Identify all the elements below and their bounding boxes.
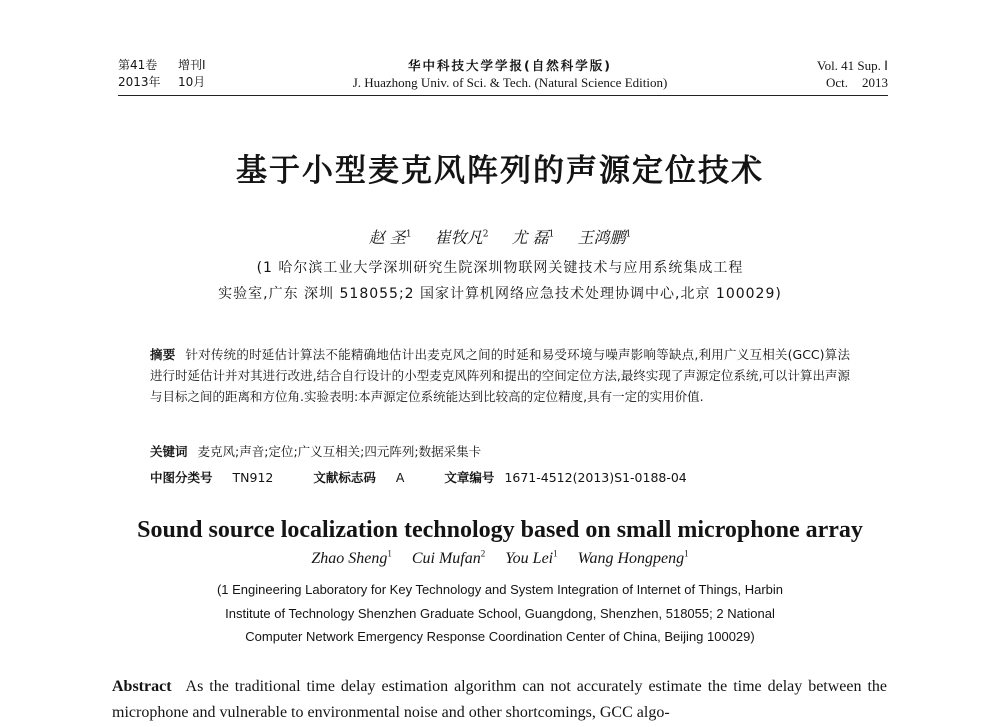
journal-name-en: J. Huazhong Univ. of Sci. & Tech. (Natural Science Edition) <box>352 75 668 90</box>
affiliation-en-line1: (1 Engineering Laboratory for Key Technology and System Integration of Internet of Things, Harbin <box>216 582 784 597</box>
volume-cn: 第41卷 <box>118 58 158 72</box>
abstract-cn-label: 摘要 <box>150 347 176 362</box>
author-en: Wang Hongpeng$^1$ <box>577 549 689 568</box>
month-cn: 10月 <box>178 75 206 89</box>
keywords-cn-label: 关键词 <box>150 444 188 459</box>
author-cn: 王鸿鹏$^1$ <box>577 228 632 247</box>
doc-code-value: A <box>395 470 405 485</box>
author-en: Zhao Sheng$^1$ <box>311 549 392 568</box>
keywords-cn-text: 麦克风;声音;定位;广义互相关;四元阵列;数据采集卡 <box>197 444 482 459</box>
author-list-cn <box>0 225 1000 248</box>
issue-cn: 增刊Ⅰ <box>178 58 206 72</box>
year-cn: 2013年 <box>118 75 161 89</box>
author-cn: 尤 磊$^1$ <box>511 228 555 247</box>
article-number-label: 文章编号 <box>444 470 495 485</box>
affiliation-cn-line1: (1 哈尔滨工业大学深圳研究生院深圳物联网关键技术与应用系统集成工程 <box>256 260 744 276</box>
year-en: 2013 <box>862 75 888 90</box>
journal-name-cn: 华中科技大学学报(自然科学版) <box>408 58 612 73</box>
abstract-en <box>112 674 887 726</box>
author-cn: 赵 圣$^1$ <box>368 228 412 247</box>
header-rule <box>118 95 888 96</box>
author-en: You Lei$^1$ <box>505 549 558 568</box>
volume-en: Vol. 41 Sup. Ⅰ <box>816 58 888 73</box>
journal-issue-en <box>817 57 888 91</box>
affiliation-cn-line2: 实验室,广东 深圳 518055;2 国家计算机网络应急技术处理协调中心,北京 100029) <box>218 286 782 302</box>
classification-line <box>150 467 850 488</box>
abstract-en-label: Abstract <box>112 678 172 695</box>
abstract-cn <box>150 344 850 407</box>
clc-value: TN912 <box>232 470 274 485</box>
author-cn: 崔牧凡$^2$ <box>434 228 489 247</box>
affiliation-en-line2: Institute of Technology Shenzhen Graduate School, Guangdong, Shenzhen, 518055; 2 National <box>225 606 775 621</box>
abstract-cn-text: 针对传统的时延估计算法不能精确地估计出麦克风之间的时延和易受环境与噪声影响等缺点,利用广义互相关(GCC)算法进行时延估计并对其进行改进,结合自行设计的小型麦克风阵列和提出的空间定位方法,最终实现了声源定位系统,可以计算出声源与目标之间的距离和方位角.实验表明:本声源定位系统能达到比较高的定位精度,具有一定的实用价值. <box>150 347 850 404</box>
clc-label: 中图分类号 <box>150 470 213 485</box>
author-en: Cui Mufan$^2$ <box>411 549 486 568</box>
month-en: Oct. <box>825 75 848 90</box>
affiliation-en-line3: Computer Network Emergency Response Coordination Center of China, Beijing 100029) <box>245 629 755 644</box>
paper-title-en: Sound source localization technology based on small microphone array <box>137 517 863 543</box>
journal-name <box>300 57 720 91</box>
abstract-en-text: As the traditional time delay estimation algorithm can not accurately estimate the time delay between the microphone and vulnerable to environmental noise and other shortcomings, GCC algo- <box>112 678 887 721</box>
article-number-value: 1671-4512(2013)S1-0188-04 <box>504 470 687 485</box>
doc-code-label: 文献标志码 <box>313 470 376 485</box>
paper-title-cn: 基于小型麦克风阵列的声源定位技术 <box>236 153 764 189</box>
journal-issue-cn <box>118 57 206 91</box>
author-list-en <box>0 549 1000 568</box>
keywords-cn <box>150 441 850 462</box>
